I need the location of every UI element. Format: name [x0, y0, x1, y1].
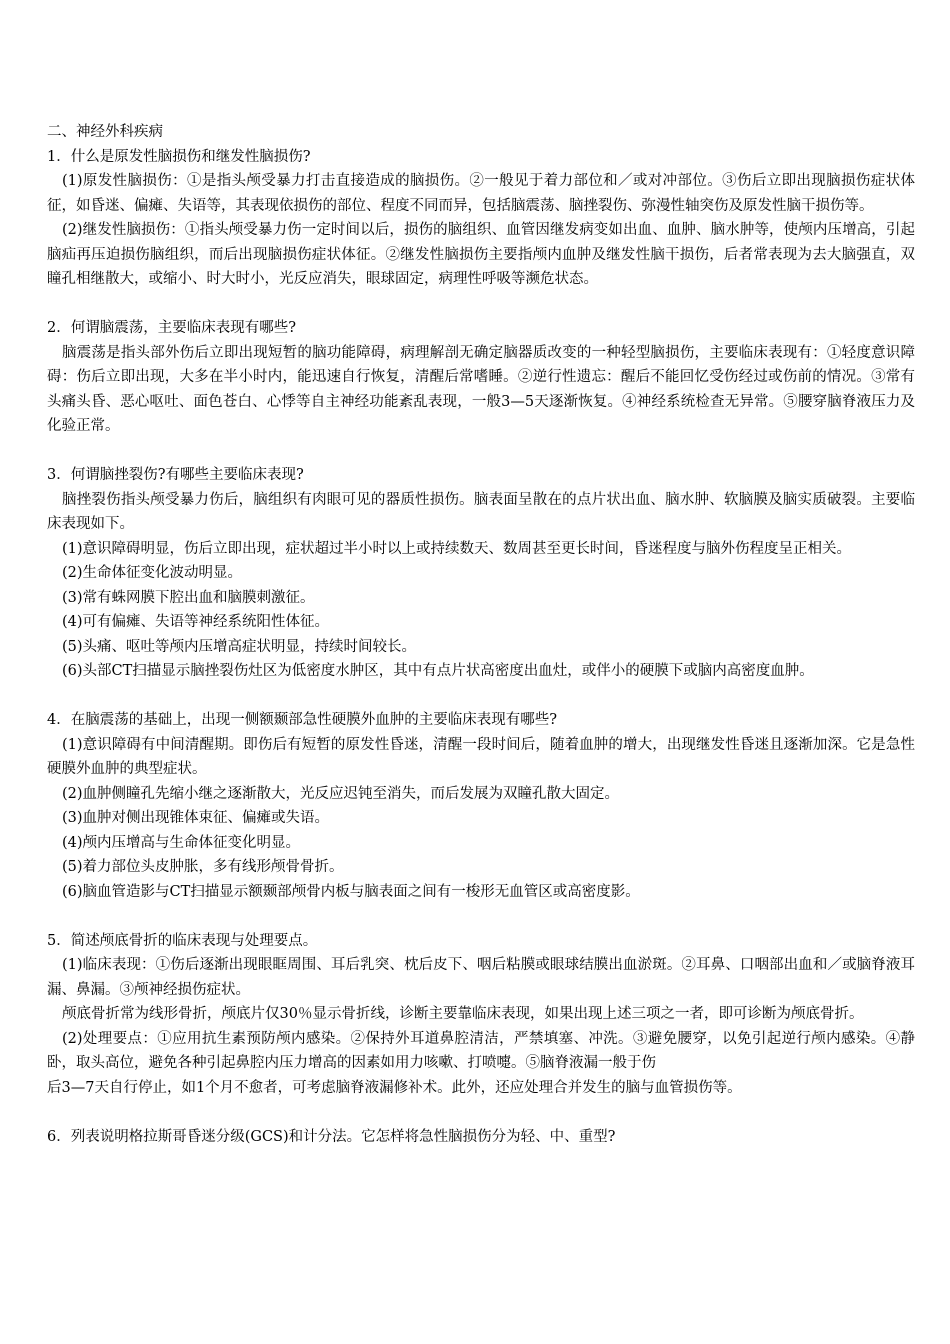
question-4-paragraph: (6)脑血管造影与CT扫描显示额颞部颅骨内板与脑表面之间有一梭形无血管区或高密度影。: [62, 883, 640, 900]
question-3-paragraph: (6)头部CT扫描显示脑挫裂伤灶区为低密度水肿区，其中有点片状高密度出血灶，或伴小的硬膜下或脑内高密度血肿。: [62, 663, 814, 679]
question-3-paragraph: (1)意识障碍明显，伤后立即出现，症状超过半小时以上或持续数天、数周甚至更长时间，昏迷程度与脑外伤程度呈正相关。: [62, 540, 852, 557]
question-5-paragraph: 后3—7天自行停止，如1个月不愈者，可考虑脑脊液漏修补术。此外，还应处理合并发生的脑与血管损伤等。: [47, 1079, 742, 1096]
question-3-paragraph: (3)常有蛛网膜下腔出血和脑膜刺激征。: [62, 589, 315, 606]
question-1-paragraph: (1)原发性脑损伤：①是指头颅受暴力打击直接造成的脑损伤。②一般见于着力部位和／或对冲部位。③伤后立即出现脑损伤症状体征，如昏迷、偏瘫、失语等，其表现依损伤的部位、程度不同而异，包括脑震荡、脑挫裂伤、弥漫性轴突伤及原发性脑干损伤等。: [47, 173, 915, 214]
question-4-paragraph: (3)血肿对侧出现锥体束征、偏瘫或失语。: [62, 810, 330, 826]
spacer: [47, 1100, 915, 1125]
question-5-paragraph: 颅底骨折常为线形骨折，颅底片仅30％显示骨折线，诊断主要靠临床表现，如果出现上述三项之一者，即可诊断为颅底骨折。: [62, 1006, 864, 1022]
spacer: [47, 904, 915, 929]
question-2-paragraph: 脑震荡是指头部外伤后立即出现短暂的脑功能障碍，病理解剖无确定脑器质改变的一种轻型脑损伤，主要临床表现有：①轻度意识障碍：伤后立即出现，大多在半小时内，能迅速自行恢复，清醒后常嗜睡。②逆行性遗忘：醒后不能回忆受伤经过或伤前的情况。③常有头痛头昏、恶心呕吐、面色苍白、心悸等自主神经功能紊乱表现，一般3—5天逐渐恢复。④神经系统检查无异常。⑤腰穿脑脊液压力及化验正常。: [47, 344, 915, 434]
question-3-paragraph: 脑挫裂伤指头颅受暴力伤后，脑组织有肉眼可见的器质性损伤。脑表面呈散在的点片状出血、脑水肿、软脑膜及脑实质破裂。主要临床表现如下。: [47, 491, 915, 532]
spacer: [47, 292, 915, 317]
question-1-title: 1．什么是原发性脑损伤和继发性脑损伤?: [47, 148, 311, 165]
question-4-paragraph: (1)意识障碍有中间清醒期。即伤后有短暂的原发性昏迷，清醒一段时间后，随着血肿的增大，出现继发性昏迷且逐渐加深。它是急性硬膜外血肿的典型症状。: [47, 736, 915, 777]
question-3-paragraph: (5)头痛、呕吐等颅内压增高症状明显，持续时间较长。: [62, 638, 417, 655]
question-1-paragraph: (2)继发性脑损伤：①指头颅受暴力伤一定时间以后，损伤的脑组织、血管因继发病变如出血、血肿、脑水肿等，使颅内压增高，引起脑疝再压迫损伤脑组织，而后出现脑损伤症状体征。②继发性脑损伤主要指颅内血肿及继发性脑干损伤，后者常表现为去大脑强直，双瞳孔相继散大，或缩小、时大时小，光反应消失，眼球固定，病理性呼吸等濒危状态。: [47, 222, 915, 287]
question-6-title: 6．列表说明格拉斯哥昏迷分级(GCS)和计分法。它怎样将急性脑损伤分为轻、中、重型?: [47, 1128, 616, 1145]
question-4-paragraph: (4)颅内压增高与生命体征变化明显。: [62, 834, 301, 851]
question-5-paragraph: (2)处理要点：①应用抗生素预防颅内感染。②保持外耳道鼻腔清洁，严禁填塞、冲洗。③避免腰穿，以免引起逆行颅内感染。④静卧，取头高位，避免各种引起鼻腔内压力增高的因素如用力咳嗽、打喷嚏。⑤脑脊液漏一般于伤: [47, 1030, 915, 1071]
question-3-paragraph: (4)可有偏瘫、失语等神经系统阳性体征。: [62, 614, 330, 630]
spacer: [47, 684, 915, 709]
question-5-paragraph: (1)临床表现：①伤后逐渐出现眼眶周围、耳后乳突、枕后皮下、咽后粘膜或眼球结膜出血淤斑。②耳鼻、口咽部出血和／或脑脊液耳漏、鼻漏。③颅神经损伤症状。: [47, 957, 915, 998]
document-page: [47, 120, 915, 1149]
question-2-title: 2．何谓脑震荡，主要临床表现有哪些?: [47, 320, 296, 336]
spacer: [47, 439, 915, 464]
question-5-title: 5．简述颅底骨折的临床表现与处理要点。: [47, 932, 318, 949]
section-title: 二、神经外科疾病: [47, 124, 163, 140]
question-3-title: 3．何谓脑挫裂伤?有哪些主要临床表现?: [47, 467, 304, 483]
question-4-title: 4．在脑震荡的基础上，出现一侧额颞部急性硬膜外血肿的主要临床表现有哪些?: [47, 712, 557, 728]
question-3-paragraph: (2)生命体征变化波动明显。: [62, 565, 243, 581]
question-4-paragraph: (5)着力部位头皮肿胀，多有线形颅骨骨折。: [62, 859, 344, 875]
question-4-paragraph: (2)血肿侧瞳孔先缩小继之逐渐散大，光反应迟钝至消失，而后发展为双瞳孔散大固定。: [62, 785, 620, 802]
